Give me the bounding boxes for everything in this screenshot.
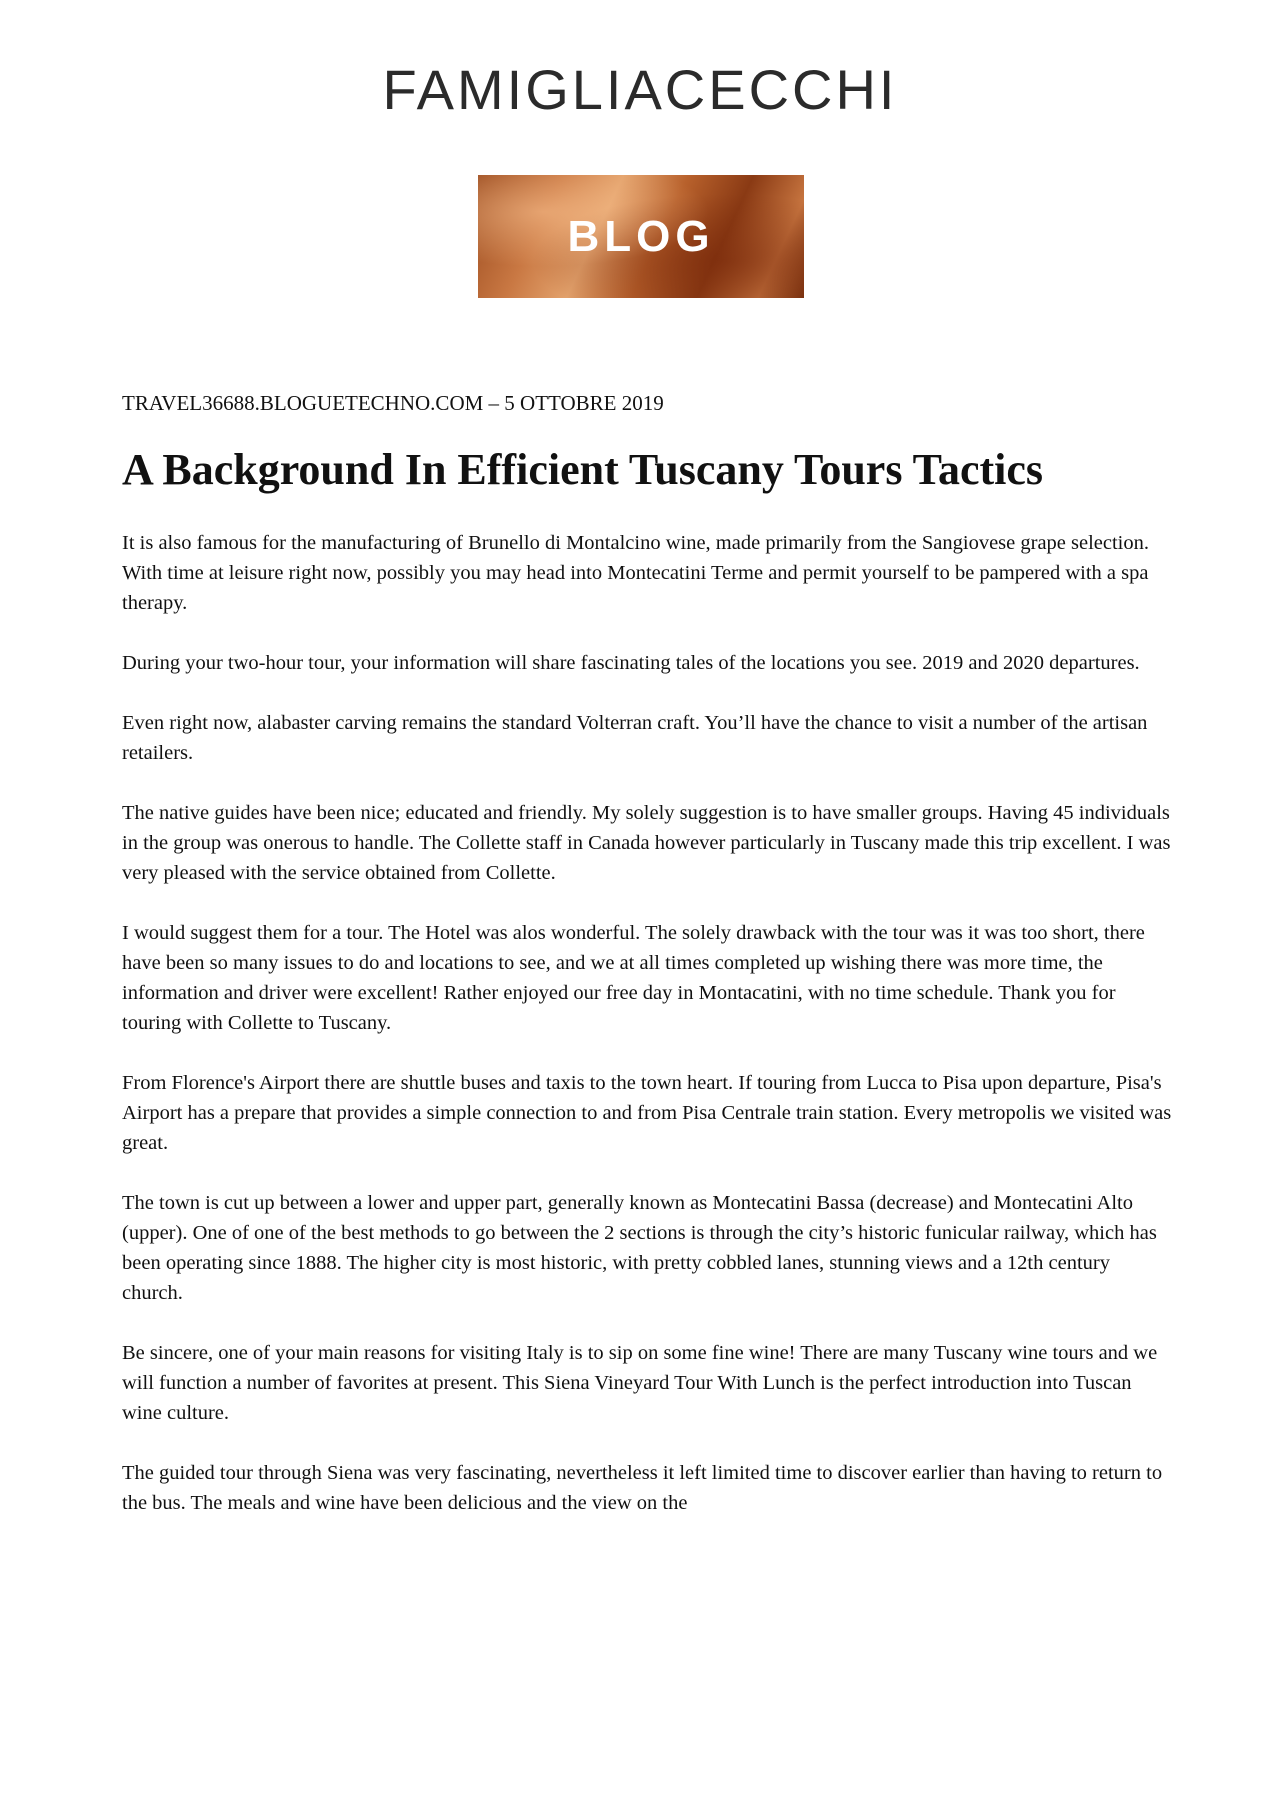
post-paragraph: It is also famous for the manufacturing of Brunello di Montalcino wine, made primarily from the Sangiovese grape selection. With time at leisure right now, possibly you may head into Montecatini Terme and permit yourself to be pampered with a spa therapy. <box>122 532 1150 614</box>
post-paragraph: From Florence's Airport there are shuttle buses and taxis to the town heart. If touring from Lucca to Pisa upon departure, Pisa's Airport has a prepare that provides a simple connection to and from Pisa Centrale train station. Every metropolis we visited was great. <box>122 1072 1172 1154</box>
post-content <box>122 388 1172 1548</box>
post-title: A Background In Efficient Tuscany Tours Tactics <box>122 445 1044 494</box>
blog-banner-label: BLOG <box>567 211 715 261</box>
brand-logo[interactable]: FAMIGLIACECCHI <box>382 58 898 121</box>
post-meta: TRAVEL36688.BLOGUETECHNO.COM – 5 OTTOBRE 2019 <box>122 391 664 415</box>
post-paragraph: Be sincere, one of your main reasons for visiting Italy is to sip on some fine wine! There are many Tuscany wine tours and we will function a number of favorites at present. This Siena Vineyard Tour With Lunch is the perfect introduction into Tuscan wine culture. <box>122 1342 1158 1424</box>
post-paragraph: I would suggest them for a tour. The Hotel was alos wonderful. The solely drawback with the tour was it was too short, there have been so many issues to do and locations to see, and we at all times completed up wishing there was more time, the information and driver were excellent! Rather enjoyed our free day in Montacatini, with no time schedule. Thank you for touring with Collette to Tuscany. <box>122 922 1145 1034</box>
post-paragraph: The native guides have been nice; educated and friendly. My solely suggestion is to have smaller groups. Having 45 individuals in the group was onerous to handle. The Collette staff in Canada however particularly in Tuscany made this trip excellent. I was very pleased with the service obtained from Collette. <box>122 802 1171 884</box>
blog-banner[interactable] <box>478 175 804 298</box>
post-paragraph: The guided tour through Siena was very fascinating, nevertheless it left limited time to discover earlier than having to return to the bus. The meals and wine have been delicious and the view on the <box>122 1462 1163 1514</box>
post-paragraph: The town is cut up between a lower and upper part, generally known as Montecatini Bassa (decrease) and Montecatini Alto (upper). One of one of the best methods to go between the 2 sections is through the city’s historic funicular railway, which has been operating since 1888. The higher city is most historic, with pretty cobbled lanes, stunning views and a 12th century church. <box>122 1192 1157 1304</box>
post-paragraph: During your two-hour tour, your information will share fascinating tales of the locations you see. 2019 and 2020 departures. <box>122 652 1140 674</box>
post-paragraph: Even right now, alabaster carving remains the standard Volterran craft. You’ll have the chance to visit a number of the artisan retailers. <box>122 712 1148 764</box>
